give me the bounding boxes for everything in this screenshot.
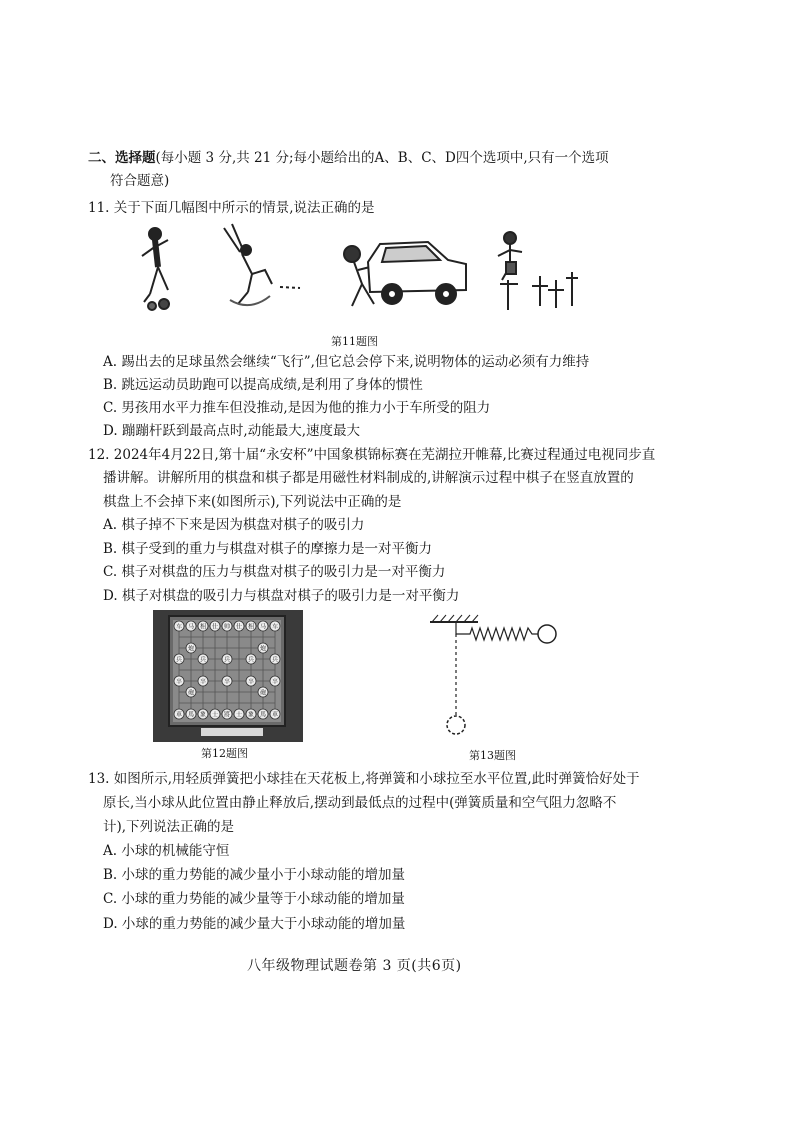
q13-stem-line1: 13. 如图所示,用轻质弹簧把小球挂在天花板上,将弹簧和小球拉至水平位置,此时弹簧恰好处于	[88, 771, 640, 787]
q11-option-a: A. 踢出去的足球虽然会继续“飞行”,但它总会停下来,说明物体的运动必须有力维持	[103, 354, 590, 370]
chess-piece-label: 卒	[247, 678, 255, 686]
ball-initial	[538, 625, 556, 643]
pogo-stick-image	[498, 232, 578, 310]
q11-figure-caption: 第11题图	[331, 335, 378, 348]
chess-piece-label: 兵	[223, 656, 231, 664]
chess-piece-label: 馬	[259, 711, 267, 719]
chess-piece-label: 帅	[223, 623, 231, 631]
q12-option-b: B. 棋子受到的重力与棋盘对棋子的摩擦力是一对平衡力	[103, 541, 433, 557]
q12-option-a: A. 棋子掉不下来是因为棋盘对棋子的吸引力	[103, 517, 365, 533]
chess-piece-label: 士	[211, 711, 219, 719]
chess-piece-label: 車	[271, 711, 279, 719]
q11-stem: 11. 关于下面几幅图中所示的情景,说法正确的是	[88, 200, 375, 216]
section-title: 二、选择题	[88, 150, 156, 166]
q12-stem-line1: 12. 2024年4月22日,第十届“永安杯”中国象棋锦标赛在芜湖拉开帷幕,比赛过程通过电视同步直	[88, 447, 656, 463]
chess-piece-label: 相	[199, 623, 207, 631]
chess-piece-label: 將	[223, 711, 231, 719]
q13-option-c: C. 小球的重力势能的减少量等于小球动能的增加量	[103, 891, 405, 907]
boy-pushing-car-image	[344, 242, 466, 306]
chess-piece-label: 車	[175, 711, 183, 719]
chess-piece-label: 仕	[211, 623, 219, 631]
q13-option-d: D. 小球的重力势能的减少量大于小球动能的增加量	[103, 916, 406, 932]
chess-piece-label: 馬	[187, 711, 195, 719]
chess-piece-label: 炮	[259, 645, 267, 653]
long-jumper-image	[224, 224, 300, 305]
q13-option-b: B. 小球的重力势能的减少量小于小球动能的增加量	[103, 867, 406, 883]
section-description-cont: 符合题意)	[110, 173, 170, 189]
chess-piece-label: 车	[271, 623, 279, 631]
chess-piece-label: 砲	[187, 689, 195, 697]
chess-piece-label: 兵	[247, 656, 255, 664]
q12-option-d: D. 棋子对棋盘的吸引力与棋盘对棋子的吸引力是一对平衡力	[103, 588, 460, 604]
chess-piece-label: 士	[235, 711, 243, 719]
q12-stem-line2: 播讲解。讲解所用的棋盘和棋子都是用磁性材料制成的,讲解演示过程中棋子在竖直放置的	[103, 470, 634, 486]
chess-piece-label: 砲	[259, 689, 267, 697]
q11-option-b: B. 跳远运动员助跑可以提高成绩,是利用了身体的惯性	[103, 377, 423, 393]
spring	[456, 622, 538, 640]
q13-figure-caption: 第13题图	[469, 749, 516, 762]
soccer-player-image	[142, 228, 169, 310]
q12-figure-caption: 第12题图	[201, 747, 248, 760]
chess-piece-label: 卒	[223, 678, 231, 686]
section-header	[88, 149, 609, 167]
q13-stem-line2: 原长,当小球从此位置由静止释放后,摆动到最低点的过程中(弹簧质量和空气阻力忽略不	[103, 795, 617, 811]
chess-piece-label: 马	[259, 623, 267, 631]
chess-piece-label: 兵	[271, 656, 279, 664]
chess-piece-label: 炮	[187, 645, 195, 653]
chess-piece-label: 仕	[235, 623, 243, 631]
q12-stem-line3: 棋盘上不会掉下来(如图所示),下列说法中正确的是	[103, 494, 402, 510]
chess-piece-label: 兵	[199, 656, 207, 664]
chess-piece-label: 车	[175, 623, 183, 631]
chess-piece-label: 卒	[175, 678, 183, 686]
q11-option-c: C. 男孩用水平力推车但没推动,是因为他的推力小于车所受的阻力	[103, 400, 491, 416]
chess-piece-label: 象	[199, 711, 207, 719]
chess-piece-label: 马	[187, 623, 195, 631]
ceiling-hatch	[432, 615, 478, 622]
section-description: (每小题 3 分,共 21 分;每小题给出的A、B、C、D四个选项中,只有一个选项	[155, 150, 609, 166]
q13-option-a: A. 小球的机械能守恒	[103, 843, 230, 859]
q11-option-d: D. 蹦蹦杆跃到最高点时,动能最大,速度最大	[103, 423, 361, 439]
chess-piece-label: 兵	[175, 656, 183, 664]
q11-figure	[130, 222, 590, 322]
q13-stem-line3: 计),下列说法正确的是	[103, 819, 235, 835]
chess-piece-label: 相	[247, 623, 255, 631]
ball-lowest	[447, 716, 465, 734]
q13-spring-pendulum-diagram	[428, 612, 560, 742]
chess-piece-label: 卒	[199, 678, 207, 686]
q12-option-c: C. 棋子对棋盘的压力与棋盘对棋子的吸引力是一对平衡力	[103, 564, 446, 580]
page-footer: 八年级物理试题卷第 3 页(共6页)	[247, 958, 462, 974]
chess-piece-label: 卒	[271, 678, 279, 686]
chess-piece-label: 象	[247, 711, 255, 719]
q12-chessboard-photo	[153, 610, 303, 742]
